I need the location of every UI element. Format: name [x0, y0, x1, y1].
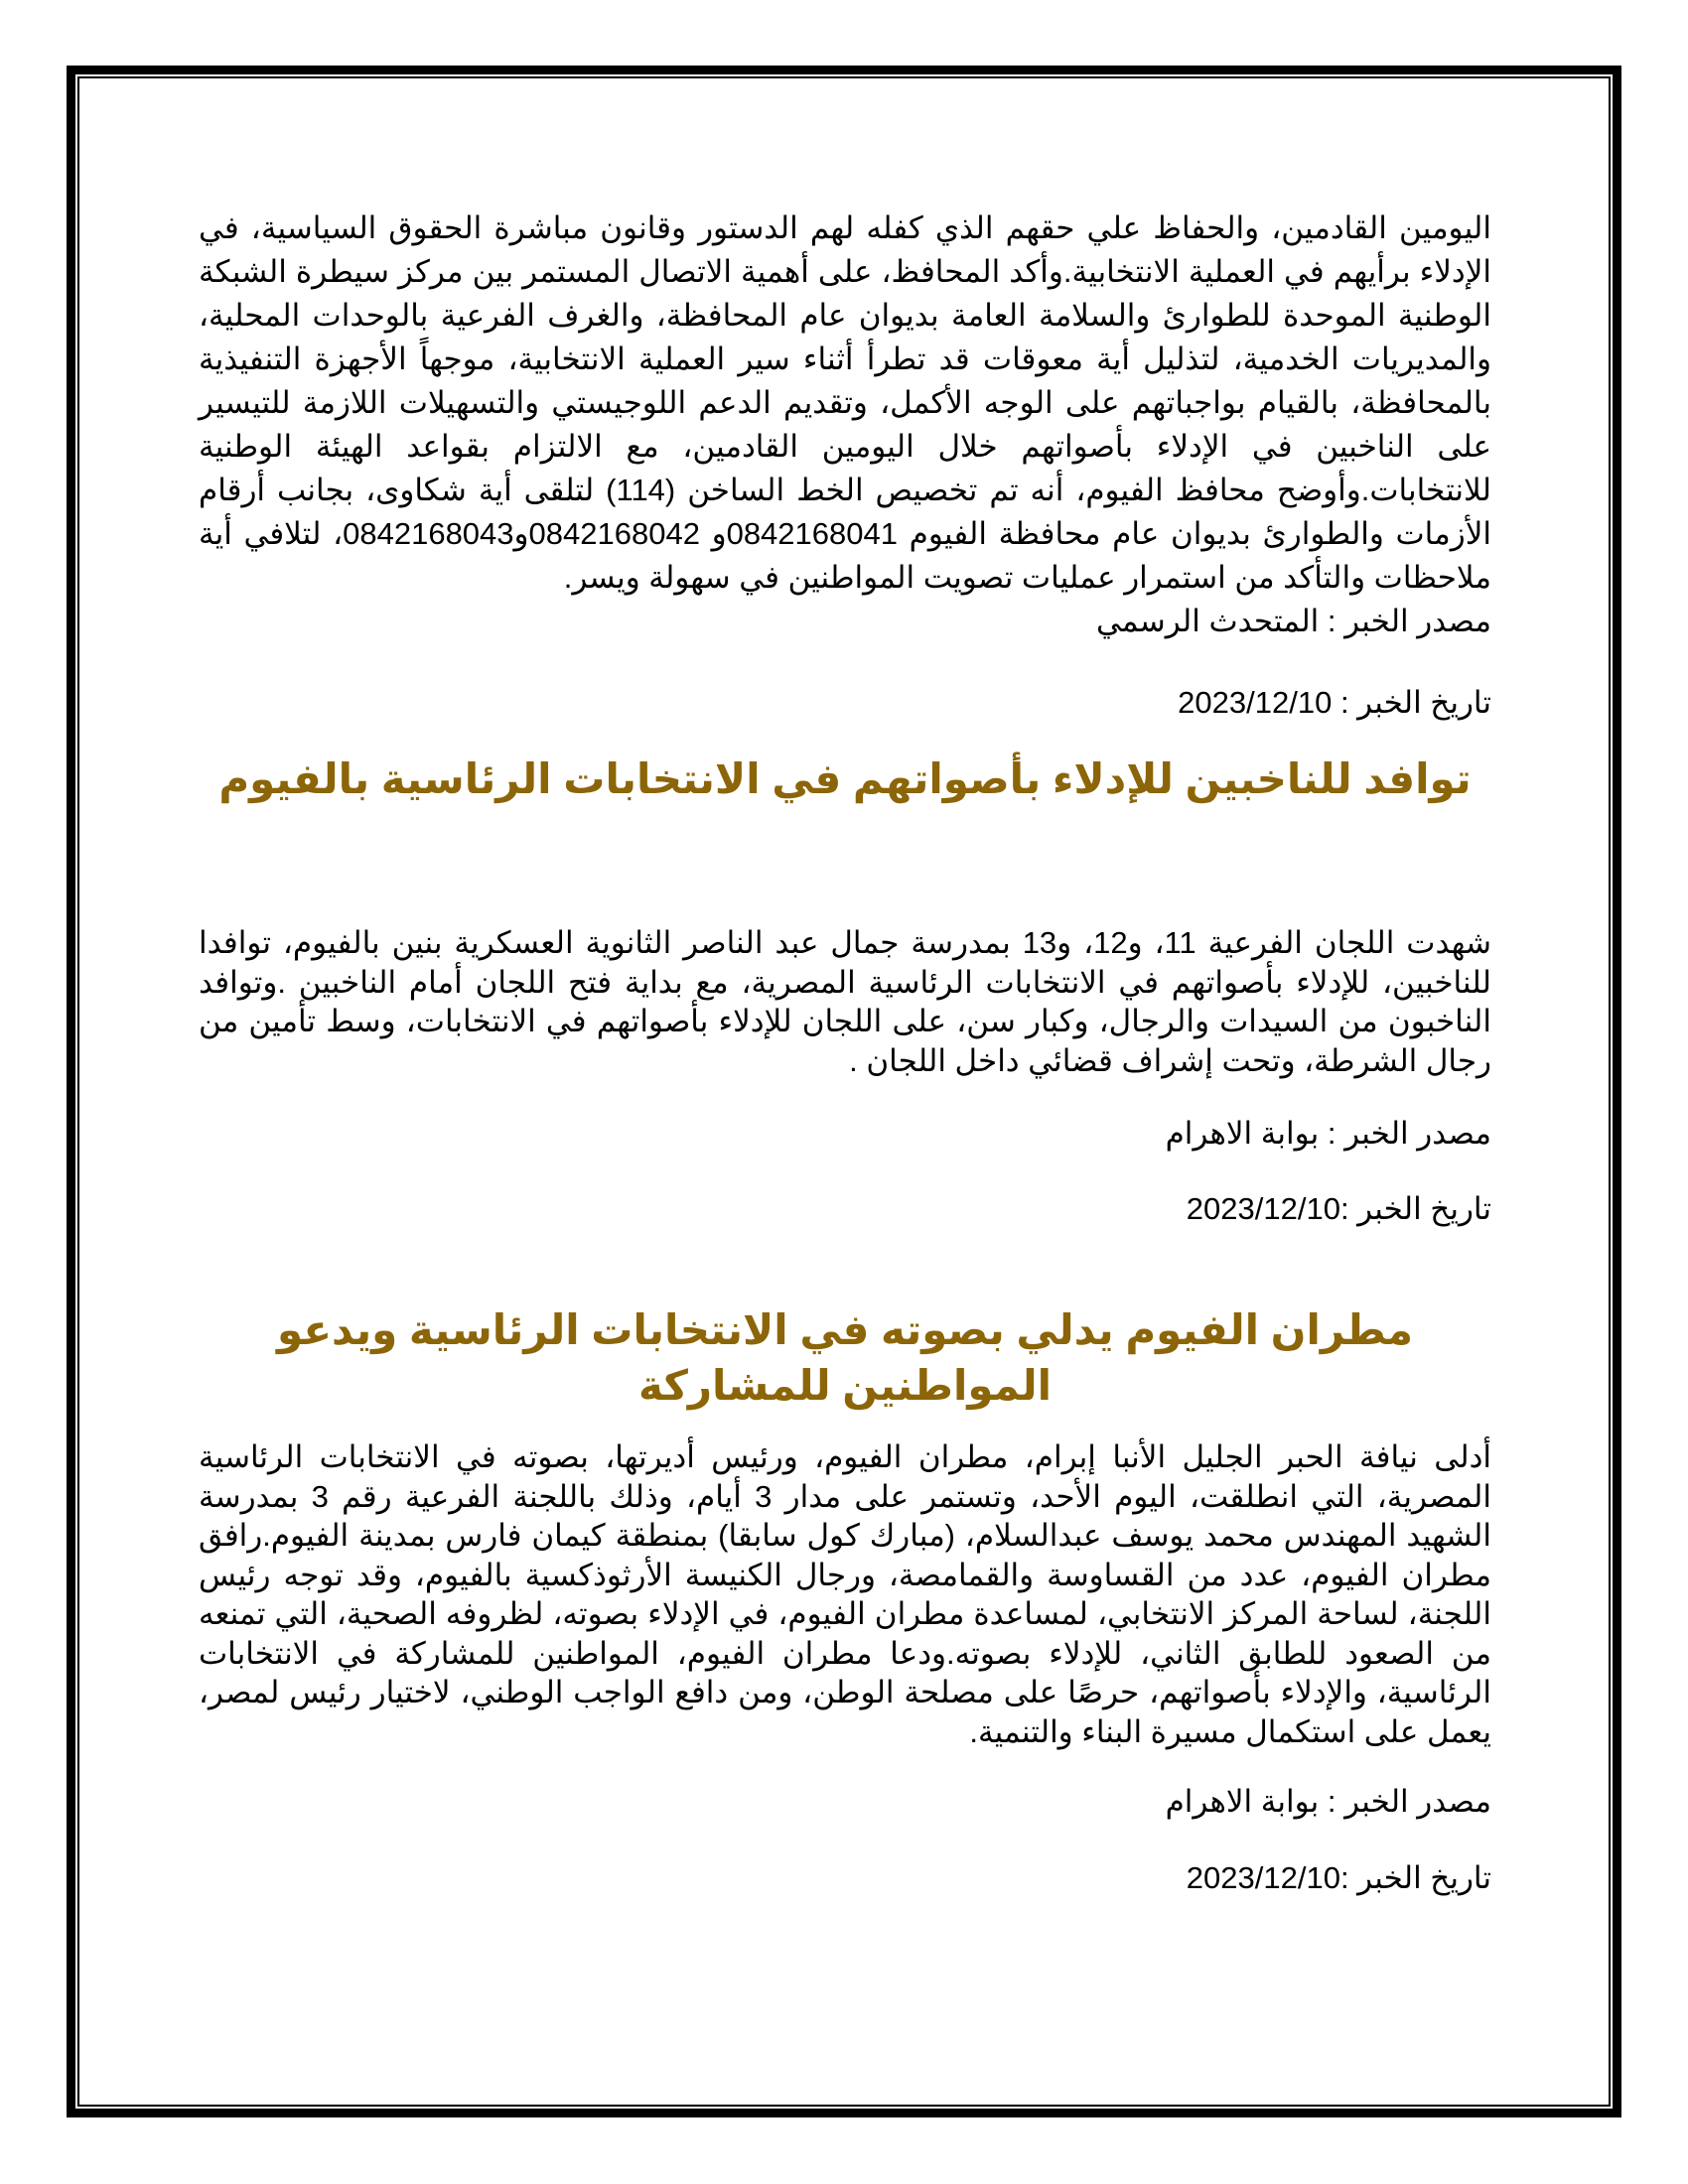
article-date: تاريخ الخبر :2023/12/10: [1186, 1860, 1491, 1895]
article-source: مصدر الخبر : المتحدث الرسمي: [1095, 604, 1491, 638]
article-date: تاريخ الخبر : 2023/12/10: [1178, 685, 1491, 720]
article-date: تاريخ الخبر :2023/12/10: [1186, 1191, 1491, 1226]
article-body: شهدت اللجان الفرعية 11، و12، و13 بمدرسة جمال عبد الناصر الثانوية العسكرية بنين بالفيوم، توافدا للناخبين، للإدلاء بأصواتهم في الانتخابات الرئاسية المصرية، مع بداية فتح اللجان أمام الناخبين .وتوافد الناخبون من السيدات والرجال، وكبار سن، على اللجان للإدلاء بأصواتهم في الانتخابات، وسط تأمين من رجال الشرطة، وتحت إشراف قضائي داخل اللجان .: [199, 925, 1491, 1078]
article-source: مصدر الخبر : بوابة الاهرام: [1165, 1784, 1491, 1819]
article-body: اليومين القادمين، والحفاظ علي حقهم الذي كفله لهم الدستور وقانون مباشرة الحقوق السياسية، في الإدلاء برأيهم في العملية الانتخابية.وأكد المحافظ، على أهمية الاتصال المستمر بين مركز سيطرة الشبكة الوطنية الموحدة للطوارئ والسلامة العامة بديوان عام المحافظة، والغرف الفرعية بالوحدات المحلية، والمديريات الخدمية، لتذليل أية معوقات قد تطرأ أثناء سير العملية الانتخابية، موجهاً الأجهزة التنفيذية بالمحافظة، بالقيام بواجباتهم على الوجه الأكمل، وتقديم الدعم اللوجيستي والتسهيلات اللازمة للتيسير على الناخبين في الإدلاء بأصواتهم خلال اليومين القادمين، مع الالتزام بقواعد الهيئة الوطنية للانتخابات.وأوضح محافظ الفيوم، أنه تم تخصيص الخط الساخن (114) لتلقى أية شكاوى، بجانب أرقام الأزمات والطوارئ بديوان عام محافظة الفيوم 0842168041و 0842168042و0842168043، لتلافي أية ملاحظات والتأكد من استمرار عمليات تصويت المواطنين في سهولة ويسر.: [199, 210, 1491, 595]
article-headline: مطران الفيوم يدلي بصوته في الانتخابات الرئاسية ويدعو المواطنين للمشاركة: [277, 1306, 1413, 1409]
article-headline: توافد للناخبين للإدلاء بأصواتهم في الانتخابات الرئاسية بالفيوم: [218, 755, 1472, 802]
article-source: مصدر الخبر : بوابة الاهرام: [1165, 1116, 1491, 1151]
article-body: أدلى نيافة الحبر الجليل الأنبا إبرام، مطران الفيوم، ورئيس أديرتها، بصوته في الانتخابات الرئاسية المصرية، التي انطلقت، اليوم الأحد، وتستمر على مدار 3 أيام، وذلك باللجنة الفرعية رقم 3 بمدرسة الشهيد المهندس محمد يوسف عبدالسلام، (مبارك كول سابقا) بمنطقة كيمان فارس بمدينة الفيوم.رافق مطران الفيوم، عدد من القساوسة والقمامصة، ورجال الكنيسة الأرثوذكسية بالفيوم، وقد توجه رئيس اللجنة، لساحة المركز الانتخابي، لمساعدة مطران الفيوم، في الإدلاء بصوته، لظروفه الصحية، التي تمنعه من الصعود للطابق الثاني، للإدلاء بصوته.ودعا مطران الفيوم، المواطنين للمشاركة في الانتخابات الرئاسية، والإدلاء بأصواتهم، حرصًا على مصلحة الوطن، ومن دافع الواجب الوطني، لاختيار رئيس لمصر، يعمل على استكمال مسيرة البناء والتنمية.: [199, 1439, 1491, 1749]
